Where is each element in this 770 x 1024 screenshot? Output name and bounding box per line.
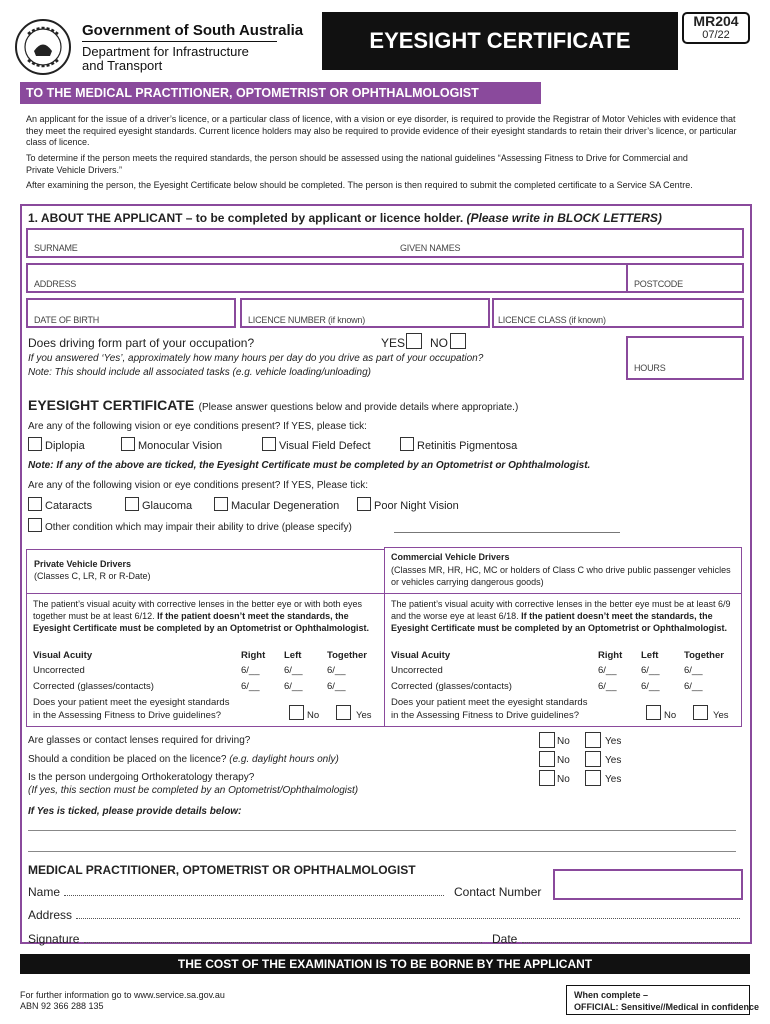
commercial-corrected-right[interactable]: 6/__ <box>598 681 617 692</box>
yes-label: YES <box>381 336 406 350</box>
commercial-yes-checkbox[interactable] <box>693 705 711 723</box>
visual-field-option[interactable] <box>262 437 371 452</box>
other-condition-label: Other condition which may impair their ability to drive (please specify) <box>45 522 352 533</box>
practitioner-heading: MEDICAL PRACTITIONER, OPTOMETRIST OR OPHTHALMOLOGIST <box>28 863 416 877</box>
condition-question-text: Should a condition be placed on the licence? <box>28 754 227 765</box>
monocular-option[interactable] <box>121 437 222 452</box>
commercial-corrected-label: Corrected (glasses/contacts) <box>391 681 512 692</box>
contact-number-label: Contact Number <box>454 885 542 899</box>
department-line2: and Transport <box>82 58 163 73</box>
dob-label: DATE OF BIRTH <box>34 315 100 325</box>
signature-field[interactable] <box>84 942 482 943</box>
macular-option[interactable] <box>214 497 339 512</box>
contact-number-field[interactable] <box>553 869 743 900</box>
retinitis-checkbox[interactable] <box>400 437 414 451</box>
page-title: EYESIGHT CERTIFICATE <box>369 28 631 53</box>
condition-yes-checkbox[interactable] <box>585 751 604 770</box>
commercial-no-label: No <box>664 710 677 721</box>
commercial-together-head: Together <box>684 650 724 661</box>
date-field[interactable] <box>522 942 740 943</box>
date-label: Date <box>492 932 518 946</box>
commercial-uncorrected-together[interactable]: 6/__ <box>684 665 703 676</box>
private-uncorrected-label: Uncorrected <box>33 665 85 676</box>
address-field[interactable] <box>26 263 628 293</box>
commercial-standards-q1: Does your patient meet the eyesight standards <box>391 697 588 708</box>
monocular-label: Monocular Vision <box>138 440 223 452</box>
confidential-line2: OFFICIAL: Sensitive//Medical in confidence <box>574 1002 760 1012</box>
intro-banner-text: TO THE MEDICAL PRACTITIONER, OPTOMETRIST OR OPHTHALMOLOGIST <box>26 86 479 100</box>
practitioner-address-field[interactable] <box>76 918 740 919</box>
cataracts-checkbox[interactable] <box>28 497 42 511</box>
diplopia-label: Diplopia <box>45 440 85 452</box>
private-no-label: No <box>307 710 320 721</box>
private-corrected-right[interactable]: 6/__ <box>241 681 260 692</box>
given-names-label: GIVEN NAMES <box>400 243 461 253</box>
name-field[interactable] <box>64 895 444 896</box>
commercial-acuity-head: Visual Acuity <box>391 650 451 661</box>
ortho-yes-label: Yes <box>605 774 622 785</box>
postcode-label: POSTCODE <box>634 279 683 289</box>
private-title: Private Vehicle Drivers <box>34 559 132 569</box>
ortho-no-checkbox[interactable] <box>539 770 558 789</box>
surname-field[interactable] <box>26 228 744 258</box>
private-corrected-together[interactable]: 6/__ <box>327 681 346 692</box>
condition-yes-label: Yes <box>605 755 622 766</box>
private-uncorrected-right[interactable]: 6/__ <box>241 665 260 676</box>
glasses-yes-label: Yes <box>605 736 622 747</box>
condition-question-example: (e.g. daylight hours only) <box>229 754 339 765</box>
private-standard-a: The patient’s visual acuity with corrective lenses in the better eye or with both eyes together must be at least 6/12. <box>33 599 363 621</box>
private-left-head: Left <box>284 650 302 661</box>
form-code: MR204 <box>693 13 739 29</box>
hours-question: If you answered ‘Yes’, approximately how many hours per day do you drive as part of your occupation? <box>28 353 484 364</box>
department-line1: Department for Infrastructure <box>82 44 249 59</box>
ortho-note: (If yes, this section must be completed by an Optometrist/Ophthalmologist) <box>28 785 359 796</box>
no-label: NO <box>430 336 448 350</box>
commercial-corrected-together[interactable]: 6/__ <box>684 681 703 692</box>
commercial-standards-q2: in the Assessing Fitness to Drive guidelines? <box>391 710 579 721</box>
private-corrected-left[interactable]: 6/__ <box>284 681 303 692</box>
private-no-checkbox[interactable] <box>289 705 307 723</box>
footer-abn: ABN 92 366 288 135 <box>20 1001 104 1011</box>
macular-checkbox[interactable] <box>214 497 228 511</box>
cost-banner-text: THE COST OF THE EXAMINATION IS TO BE BORNE BY THE APPLICANT <box>177 957 593 971</box>
confidential-line1: When complete – <box>574 990 649 1000</box>
private-standards-q1: Does your patient meet the eyesight standards <box>33 697 230 708</box>
night-vision-option[interactable] <box>357 497 459 512</box>
hours-label: HOURS <box>634 363 666 373</box>
commercial-title: Commercial Vehicle Drivers <box>391 552 510 562</box>
glaucoma-checkbox[interactable] <box>125 497 139 511</box>
eyesight-title <box>28 397 518 415</box>
condition-question <box>28 754 339 765</box>
private-standard-b: If the patient doesn’t meet the standards, the Eyesight Certificate must be completed by an Optometrist or Ophthalmologist. <box>33 611 370 633</box>
glasses-question: Are glasses or contact lenses required for driving? <box>28 735 251 746</box>
commercial-standard-b: If the patient doesn’t meet the standards, the Eyesight Certificate must be completed by an Optometrist or Ophthalmologist. <box>391 611 728 633</box>
private-yes-checkbox[interactable] <box>336 705 354 723</box>
ortho-yes-checkbox[interactable] <box>585 770 604 789</box>
private-uncorrected-together[interactable]: 6/__ <box>327 665 346 676</box>
night-vision-checkbox[interactable] <box>357 497 371 511</box>
footer-info: For further information go to www.service.sa.gov.au <box>20 990 225 1000</box>
optometrist-note: Note: If any of the above are ticked, the Eyesight Certificate must be completed by an Optometrist or Ophthalmologist. <box>28 460 591 471</box>
section-1-heading-bold: 1. ABOUT THE APPLICANT – to be completed by applicant or licence holder. <box>28 211 464 225</box>
private-corrected-label: Corrected (glasses/contacts) <box>33 681 154 692</box>
details-line-1[interactable] <box>28 830 736 831</box>
intro-paragraph-2: To determine if the person meets the required standards, the person should be assessed using the national guidelines “Assessing Fitness to Drive for Commercial and Private Vehicle Drivers.” <box>26 153 688 175</box>
header-rule <box>82 41 277 42</box>
surname-label: SURNAME <box>34 243 78 253</box>
diplopia-checkbox[interactable] <box>28 437 42 451</box>
private-together-head: Together <box>327 650 367 661</box>
private-yes-label: Yes <box>356 710 372 721</box>
private-acuity-head: Visual Acuity <box>33 650 93 661</box>
commercial-corrected-left[interactable]: 6/__ <box>641 681 660 692</box>
licence-class-label: LICENCE CLASS (if known) <box>498 315 606 325</box>
diplopia-option[interactable] <box>28 437 85 452</box>
government-name: Government of South Australia <box>82 22 304 39</box>
eyesight-title-text: EYESIGHT CERTIFICATE <box>28 397 195 413</box>
state-seal <box>14 18 72 76</box>
night-vision-label: Poor Night Vision <box>374 500 459 512</box>
ortho-question: Is the person undergoing Orthokeratology therapy? <box>28 772 255 783</box>
other-condition-line[interactable] <box>394 532 620 533</box>
driving-occupation-question: Does driving form part of your occupation? <box>28 336 255 350</box>
macular-label: Macular Degeneration <box>231 500 340 512</box>
glaucoma-option[interactable] <box>125 497 192 512</box>
eyesight-subtitle: (Please answer questions below and provide details where appropriate.) <box>198 402 519 413</box>
ortho-no-label: No <box>557 774 570 785</box>
commercial-uncorrected-left[interactable]: 6/__ <box>641 665 660 676</box>
condition-no-label: No <box>557 755 570 766</box>
condition-no-checkbox[interactable] <box>539 751 558 770</box>
glasses-no-checkbox[interactable] <box>539 732 558 751</box>
commercial-classes: (Classes MR, HR, HC, MC or holders of Class C who drive public passenger vehicles or vehicles carrying dangerous goods) <box>391 565 731 587</box>
hours-note: Note: This should include all associated tasks (e.g. vehicle loading/unloading) <box>28 367 371 378</box>
other-condition-option[interactable] <box>28 518 352 533</box>
name-label: Name <box>28 885 61 899</box>
glaucoma-label: Glaucoma <box>142 500 193 512</box>
intro-paragraph-3: After examining the person, the Eyesight Certificate below should be completed. The person is then required to submit the completed certificate to a Service SA Centre. <box>26 180 693 190</box>
glasses-yes-checkbox[interactable] <box>585 732 604 751</box>
commercial-yes-label: Yes <box>713 710 729 721</box>
private-classes: (Classes C, LR, R or R-Date) <box>34 571 151 581</box>
licence-number-label: LICENCE NUMBER (if known) <box>248 315 366 325</box>
driving-yes-checkbox[interactable] <box>406 333 425 352</box>
retinitis-label: Retinitis Pigmentosa <box>417 440 518 452</box>
commercial-right-head: Right <box>598 650 623 661</box>
section-1-heading <box>28 211 662 225</box>
details-line-2[interactable] <box>28 851 736 852</box>
commercial-left-head: Left <box>641 650 659 661</box>
cataracts-option[interactable] <box>28 497 92 512</box>
commercial-standard-a: The patient’s visual acuity with corrective lenses in the better eye must be at least 6/9 and the worse eye at least 6/18. <box>391 599 731 621</box>
conditions-question-1: Are any of the following vision or eye conditions present? If YES, please tick: <box>28 421 367 432</box>
details-prompt: If Yes is ticked, please provide details below: <box>28 806 242 817</box>
intro-paragraph-1: An applicant for the issue of a driver’s licence, or a particular class of licence, with a vision or eye disorder, is required to provide the Registrar of Motor Vehicles with evidence that they meet the required eyesight standards. Current licence holders may also be required to provide evidence of their eyesight standards to retain their driver’s licence, or particular class of licence. <box>26 114 737 147</box>
section-1-heading-italic: (Please write in BLOCK LETTERS) <box>466 211 662 225</box>
commercial-uncorrected-label: Uncorrected <box>391 665 443 676</box>
monocular-checkbox[interactable] <box>121 437 135 451</box>
commercial-standard-text <box>391 598 736 634</box>
conditions-question-2: Are any of the following vision or eye conditions present? If YES, Please tick: <box>28 480 368 491</box>
retinitis-option[interactable] <box>400 437 517 452</box>
address-label: ADDRESS <box>34 279 77 289</box>
other-condition-checkbox[interactable] <box>28 518 42 532</box>
signature-label: Signature <box>28 932 80 946</box>
commercial-uncorrected-right[interactable]: 6/__ <box>598 665 617 676</box>
form-date: 07/22 <box>702 29 730 41</box>
driving-no-checkbox[interactable] <box>450 333 469 352</box>
address-line-label: Address <box>28 908 73 922</box>
glasses-no-label: No <box>557 736 570 747</box>
private-standards-q2: in the Assessing Fitness to Drive guidelines? <box>33 710 221 721</box>
visual-field-label: Visual Field Defect <box>279 440 371 452</box>
cataracts-label: Cataracts <box>45 500 93 512</box>
commercial-no-checkbox[interactable] <box>646 705 664 723</box>
visual-field-checkbox[interactable] <box>262 437 276 451</box>
private-uncorrected-left[interactable]: 6/__ <box>284 665 303 676</box>
private-standard-text <box>33 598 379 634</box>
private-right-head: Right <box>241 650 266 661</box>
hours-field[interactable] <box>626 336 744 380</box>
